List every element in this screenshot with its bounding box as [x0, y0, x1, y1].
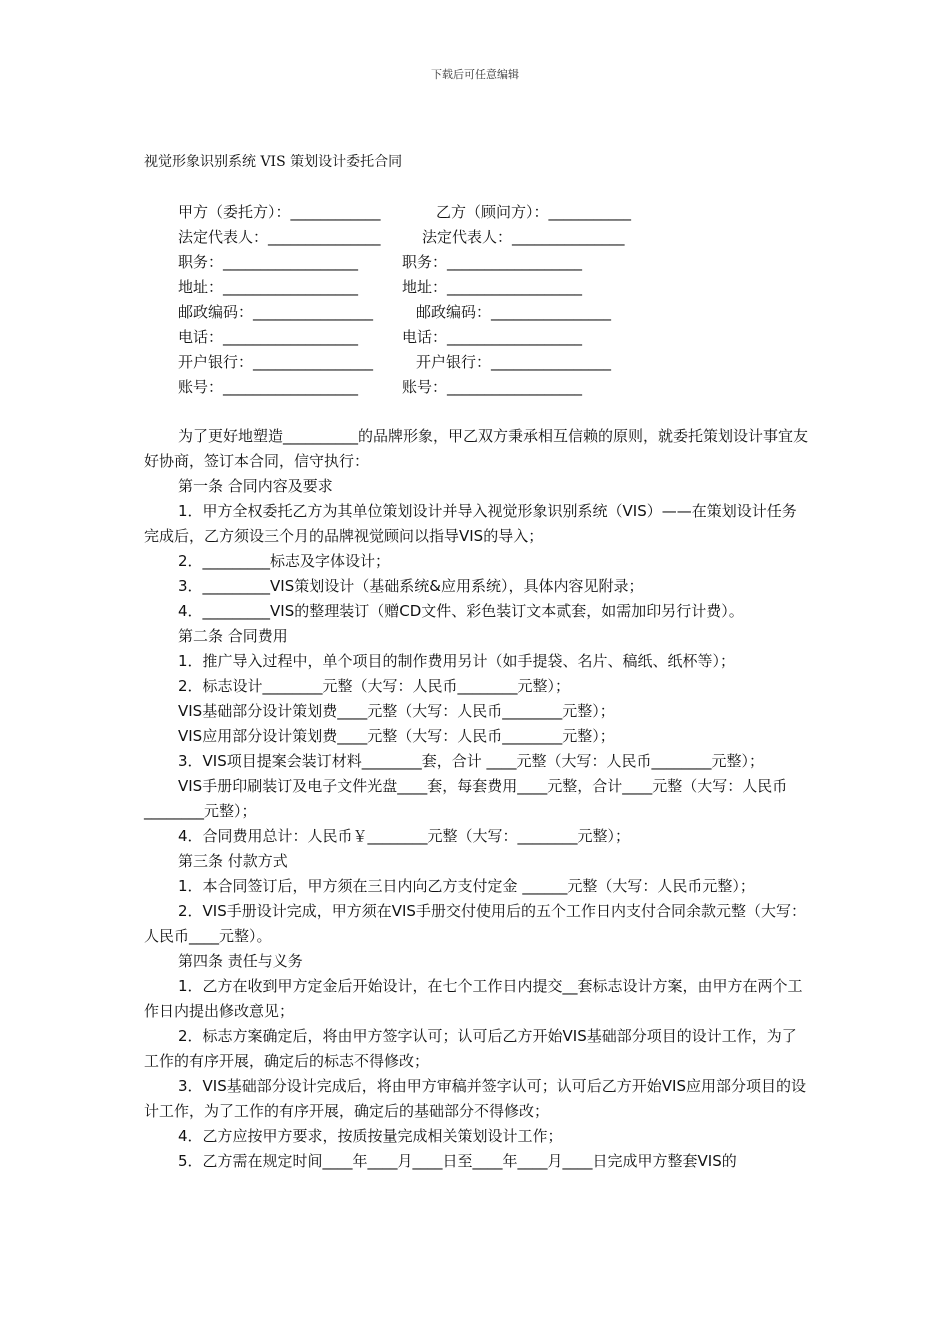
article-heading: 第一条 合同内容及要求 [178, 477, 333, 495]
clause: 3．_________VIS策划设计（基础系统&应用系统），具体内容见附录； [178, 577, 644, 595]
party-a-field: 账号：__________________ [178, 378, 359, 396]
party-b-field: 职务：__________________ [402, 253, 583, 271]
article-heading: 第二条 合同费用 [178, 627, 288, 645]
clause: 2．_________标志及字体设计； [178, 552, 391, 570]
clause: 1．乙方在收到甲方定金后开始设计，在七个工作日内提交__套标志设计方案，由甲方在两个工作日内提出修改意见； [144, 977, 803, 1020]
party-row [178, 250, 631, 275]
article-heading: 第四条 责任与义务 [178, 952, 303, 970]
party-a-field: 甲方（委托方）：____________ [178, 203, 381, 221]
clause: 3．VIS基础部分设计完成后，将由甲方审稿并签字认可；认可后乙方开始VIS应用部分项目的设计工作，为了工作的有序开展，确定后的基础部分不得修改； [144, 1077, 806, 1120]
clause: 2．VIS手册设计完成，甲方须在VIS手册交付使用后的五个工作日内支付合同余款元整（大写：人民币____元整）。 [144, 902, 806, 945]
clause: 2．标志方案确定后，将由甲方签字认可；认可后乙方开始VIS基础部分项目的设计工作，为了工作的有序开展，确定后的标志不得修改； [144, 1027, 797, 1070]
party-row [178, 350, 631, 375]
party-b-field: 乙方（顾问方）：___________ [436, 203, 632, 221]
clause: 4．合同费用总计：人民币￥________元整（大写：________元整）； [178, 827, 631, 845]
clause: 4．_________VIS的整理装订（赠CD文件、彩色装订文本贰套，如需加印另行计费）。 [178, 602, 744, 620]
contract-body [144, 424, 810, 1174]
party-a-field: 开户银行：________________ [178, 353, 374, 371]
party-a-field: 邮政编码：________________ [178, 303, 374, 321]
parties-block [178, 200, 631, 400]
party-a-field: 法定代表人：_______________ [178, 228, 381, 246]
article-heading: 第三条 付款方式 [178, 852, 288, 870]
party-b-field: 地址：__________________ [402, 278, 583, 296]
clause: 5．乙方需在规定时间____年____月____日至____年____月____日完成甲方整套VIS的 [178, 1152, 737, 1170]
party-row [178, 200, 631, 225]
party-b-field: 开户银行：________________ [416, 353, 612, 371]
intro-paragraph: 为了更好地塑造__________的品牌形象，甲乙双方秉承相互信赖的原则，就委托策划设计事宜友好协商，签订本合同，信守执行： [144, 427, 809, 470]
clause: 1．推广导入过程中，单个项目的制作费用另计（如手提袋、名片、稿纸、纸杯等）； [178, 652, 736, 670]
clause: 3．VIS项目提案会装订材料________套，合计 ____元整（大写：人民币________元整）； [178, 752, 765, 770]
party-row [178, 275, 631, 300]
clause: 2．标志设计________元整（大写：人民币________元整）； [178, 677, 571, 695]
party-a-field: 地址：__________________ [178, 278, 359, 296]
party-b-field: 电话：__________________ [402, 328, 583, 346]
clause: VIS应用部分设计策划费____元整（大写：人民币________元整）； [178, 727, 615, 745]
party-row [178, 325, 631, 350]
party-row [178, 375, 631, 400]
clause: 1．本合同签订后，甲方须在三日内向乙方支付定金 ______元整（大写：人民币元整）； [178, 877, 755, 895]
clause: VIS基础部分设计策划费____元整（大写：人民币________元整）； [178, 702, 615, 720]
clause: 4．乙方应按甲方要求，按质按量完成相关策划设计工作； [178, 1127, 563, 1145]
clause: VIS手册印刷装订及电子文件光盘____套，每套费用____元整，合计____元整（大写：人民币________元整）； [144, 777, 788, 820]
party-b-field: 法定代表人：_______________ [422, 228, 625, 246]
party-b-field: 账号：__________________ [402, 378, 583, 396]
party-a-field: 电话：__________________ [178, 328, 359, 346]
party-b-field: 邮政编码：________________ [416, 303, 612, 321]
document-title: 视觉形象识别系统 VIS 策划设计委托合同 [144, 154, 403, 170]
party-row [178, 225, 631, 250]
page-header-note: 下载后可任意编辑 [431, 68, 519, 81]
party-row [178, 300, 631, 325]
party-a-field: 职务：__________________ [178, 253, 359, 271]
clause: 1．甲方全权委托乙方为其单位策划设计并导入视觉形象识别系统（VIS）——在策划设计任务完成后，乙方须设三个月的品牌视觉顾问以指导VIS的导入； [144, 502, 797, 545]
